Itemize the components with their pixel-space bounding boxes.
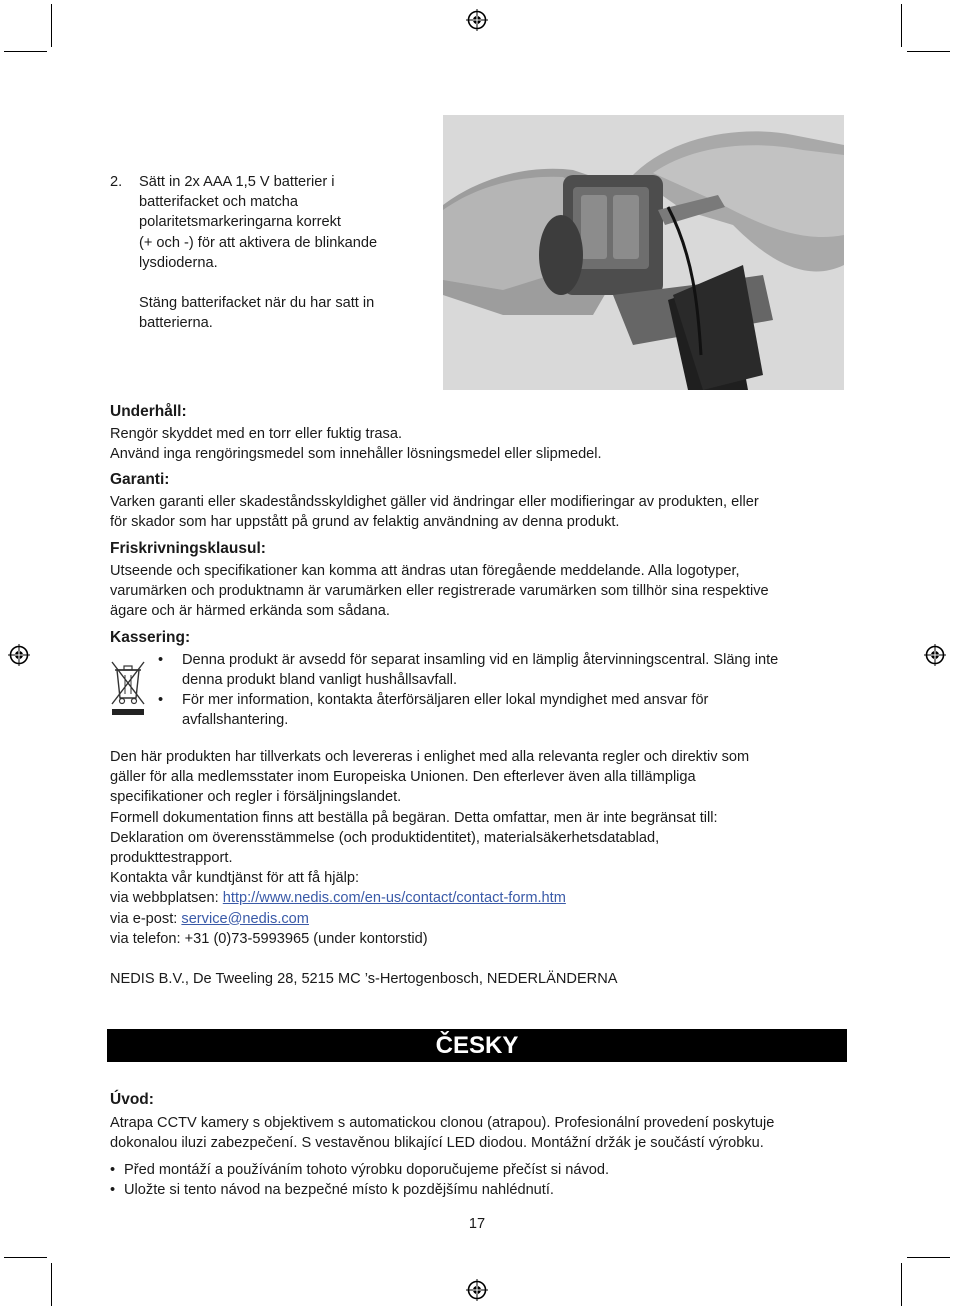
section-heading: Garanti: xyxy=(110,471,170,488)
text-line: avfallshantering. xyxy=(182,712,289,729)
maintenance-text xyxy=(110,424,602,464)
registration-mark-icon xyxy=(466,9,488,31)
text-line: Formell dokumentation finns att beställa på begäran. Detta omfattar, men är inte begränsat till: xyxy=(110,809,718,826)
company-address: NEDIS B.V., De Tweeling 28, 5215 MC ’s-Hertogenbosch, NEDERLÄNDERNA xyxy=(110,971,618,987)
list-item xyxy=(158,650,848,691)
step-line: Stäng batterifacket när du har satt in xyxy=(139,295,375,311)
text-line: Kontakta vår kundtjänst för att få hjälp: xyxy=(110,870,360,887)
text-line: Utseende och specifikationer kan komma att ändras utan föregående meddelande. Alla logotyper, xyxy=(110,563,740,579)
battery-insertion-photo xyxy=(443,115,844,390)
web-prefix: via webbplatsen: xyxy=(110,890,223,907)
email-link[interactable]: service@nedis.com xyxy=(181,910,309,927)
step-number: 2. xyxy=(110,174,123,190)
web-contact-line xyxy=(110,888,749,908)
compliance-text xyxy=(110,747,749,949)
email-prefix: via e-post: xyxy=(110,910,182,927)
text-line: Denna produkt är avsedd för separat insamling vid en lämplig återvinningscentral. Släng inte xyxy=(182,652,779,668)
step-line: Sätt in 2x AAA 1,5 V batterier i xyxy=(139,174,335,190)
text-line: ägare och är härmed erkända som sådana. xyxy=(110,603,390,620)
list-item-text xyxy=(182,650,778,690)
step-close-note xyxy=(139,293,374,333)
registration-mark-icon xyxy=(466,1279,488,1301)
crop-mark xyxy=(901,1263,902,1306)
bullet: • xyxy=(110,1162,116,1178)
crop-mark xyxy=(51,4,52,47)
language-section-banner: ČESKY xyxy=(107,1029,847,1062)
list-item-text xyxy=(182,690,708,730)
section-heading: Underhåll: xyxy=(110,403,187,420)
page-number: 17 xyxy=(468,1216,486,1232)
text-line: för skador som har uppstått på grund av felaktig användning av denna produkt. xyxy=(110,514,620,531)
text-line: varumärken och produktnamn är varumärken eller registrerade varumärken som tillhör sina respektive xyxy=(110,583,769,600)
disclaimer-text xyxy=(110,561,769,622)
list-item-text: Uložte si tento návod na bezpečné místo k pozdějšímu nahlédnutí. xyxy=(124,1182,554,1198)
crop-mark xyxy=(4,1257,47,1258)
email-contact-line xyxy=(110,909,749,929)
phone-contact-line: via telefon: +31 (0)73-5993965 (under kontorstid) xyxy=(110,930,428,947)
crop-mark xyxy=(51,1263,52,1306)
text-line: produkttestrapport. xyxy=(110,850,233,867)
bullet: • xyxy=(158,692,164,708)
text-line: specifikationer och regler i försäljningslandet. xyxy=(110,789,402,806)
text-line: Deklaration om överensstämmelse (och produktidentitet), materialsäkerhetsdatablad, xyxy=(110,829,660,846)
bullet: • xyxy=(158,652,164,668)
section-heading: Friskrivningsklausul: xyxy=(110,540,266,557)
crop-mark xyxy=(901,4,902,47)
bullet: • xyxy=(110,1182,116,1198)
step-line: batterifacket och matcha xyxy=(139,194,298,211)
intro-text xyxy=(110,1113,774,1153)
step-line: (+ och -) för att aktivera de blinkande xyxy=(139,234,378,251)
crop-mark xyxy=(907,1257,950,1258)
step-line: polaritetsmarkeringarna korrekt xyxy=(139,214,341,231)
crop-mark xyxy=(4,51,47,52)
section-heading: Úvod: xyxy=(110,1091,154,1108)
text-line: Varken garanti eller skadeståndsskyldighet gäller vid ändringar eller modifieringar av produkten, eller xyxy=(110,494,759,510)
list-item xyxy=(110,1180,810,1201)
text-line: Rengör skyddet med en torr eller fuktig trasa. xyxy=(110,426,403,442)
hands-camera-illustration xyxy=(443,115,844,390)
text-line: denna produkt bland vanligt hushållsavfall. xyxy=(182,672,458,689)
text-line: För mer information, kontakta återförsäljaren eller lokal myndighet med ansvar för xyxy=(182,692,709,708)
registration-mark-icon xyxy=(924,644,946,666)
section-heading: Kassering: xyxy=(110,629,191,646)
text-line: dokonalou iluzi zabezpečení. S vestavěnou blikající LED diodou. Montážní držák je součástí výrobku. xyxy=(110,1135,764,1152)
list-item xyxy=(158,690,848,731)
contact-form-link[interactable]: http://www.nedis.com/en-us/contact/contact-form.htm xyxy=(222,890,566,907)
registration-mark-icon xyxy=(8,644,30,666)
list-item-text: Před montáží a používáním tohoto výrobku doporučujeme přečíst si návod. xyxy=(124,1162,610,1178)
warranty-text xyxy=(110,492,759,532)
text-line: Den här produkten har tillverkats och levereras i enlighet med alla relevanta regler och direktiv som xyxy=(110,749,750,765)
crossed-out-wheelie-bin-icon xyxy=(110,660,146,718)
text-line: Använd inga rengöringsmedel som innehåller lösningsmedel eller slipmedel. xyxy=(110,446,602,463)
step-line: lysdioderna. xyxy=(139,254,218,271)
step-instructions xyxy=(139,172,377,273)
text-line: Atrapa CCTV kamery s objektivem s automatickou clonou (atrapou). Profesionální provedení poskytuje xyxy=(110,1115,775,1131)
text-line: gäller för alla medlemsstater inom Europeiska Unionen. Den efterlever även alla tillämpliga xyxy=(110,769,696,786)
step-line: batterierna. xyxy=(139,315,213,332)
crop-mark xyxy=(907,51,950,52)
list-item xyxy=(110,1160,810,1181)
